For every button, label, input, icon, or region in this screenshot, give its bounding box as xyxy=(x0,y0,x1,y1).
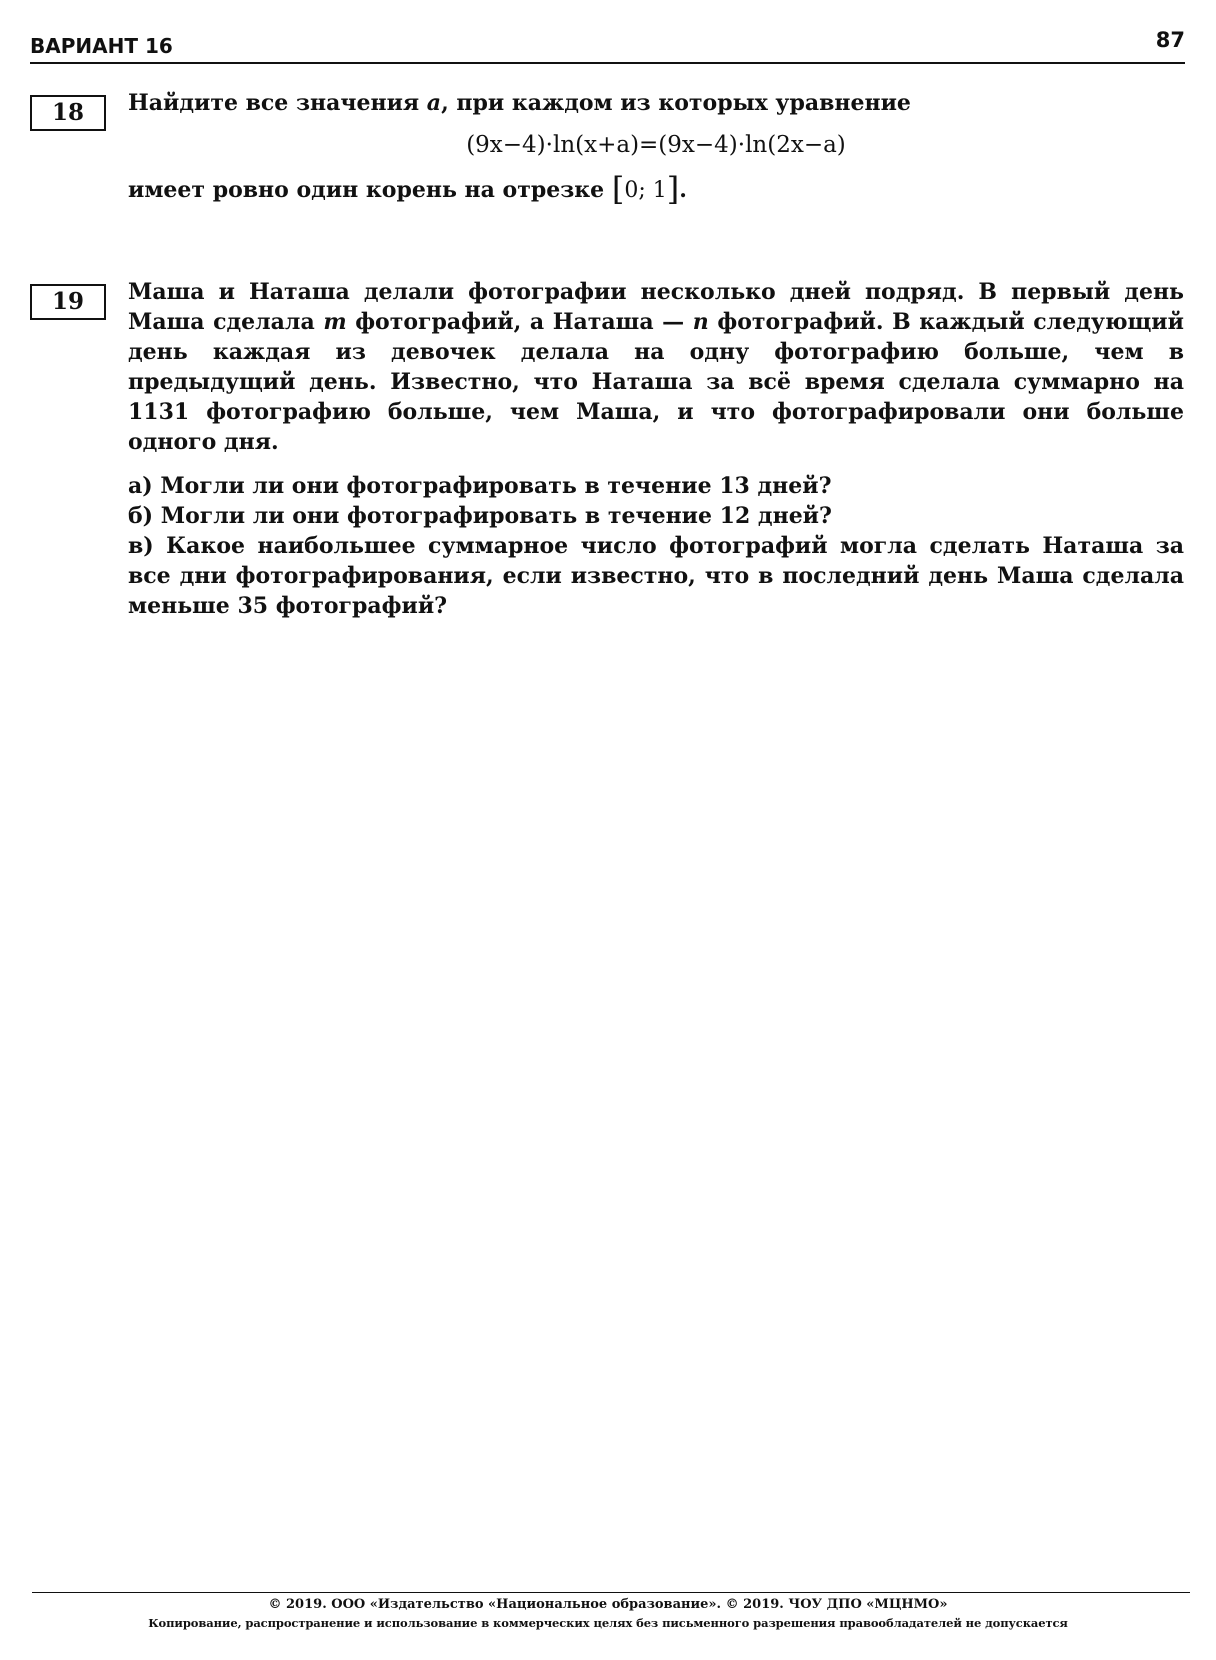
question-b: б) Могли ли они фотографировать в течение 12 дней? xyxy=(128,503,832,529)
page-header xyxy=(30,28,1185,64)
variable-a: a xyxy=(426,90,442,116)
variable-m: m xyxy=(323,309,347,335)
task-19-statement: Маша и Наташа делали фотографии несколько дней подряд. В первый день Маша сделала m фотографий, а Наташа — n фотографий. В каждый следующий день каждая из девочек делала на одну фотографию больше, чем в предыдущий день. Известно, что Наташа за всё время сделала суммарно на 1131 фотографию больше, чем Маша, и что фотографировали они больше одного дня. xyxy=(128,279,1184,455)
equation: (9x−4)·ln(x+a)=(9x−4)·ln(2x−a) xyxy=(466,132,846,158)
question-a: а) Могли ли они фотографировать в течение 13 дней? xyxy=(128,473,832,499)
footer-divider xyxy=(32,1592,1190,1593)
interval: 0; 1 xyxy=(624,178,667,203)
task-19 xyxy=(128,277,1184,621)
question-c: в) Какое наибольшее суммарное число фотографий могла сделать Наташа за все дни фотографирования, если известно, что в последний день Маша сделала меньше 35 фотографий? xyxy=(128,533,1184,619)
task-18-intro: Найдите все значения a, при каждом из которых уравнение xyxy=(128,90,911,116)
variant-title: ВАРИАНТ 16 xyxy=(30,34,173,58)
footer-notice: Копирование, распространение и использование в коммерческих целях без письменного разрешения правообладателей не допускается xyxy=(148,1616,1068,1630)
variable-n: n xyxy=(692,309,709,335)
task-19-questions xyxy=(128,471,1184,621)
task-18 xyxy=(128,88,1184,206)
task-number-18: 18 xyxy=(30,95,106,131)
task-number-19: 19 xyxy=(30,284,106,320)
page-number: 87 xyxy=(1155,28,1185,52)
footer-copyright: © 2019. ООО «Издательство «Национальное образование». © 2019. ЧОУ ДПО «МЦНМО» xyxy=(268,1597,948,1612)
task-18-conclusion: имеет ровно один корень на отрезке [0; 1]. xyxy=(128,170,687,208)
